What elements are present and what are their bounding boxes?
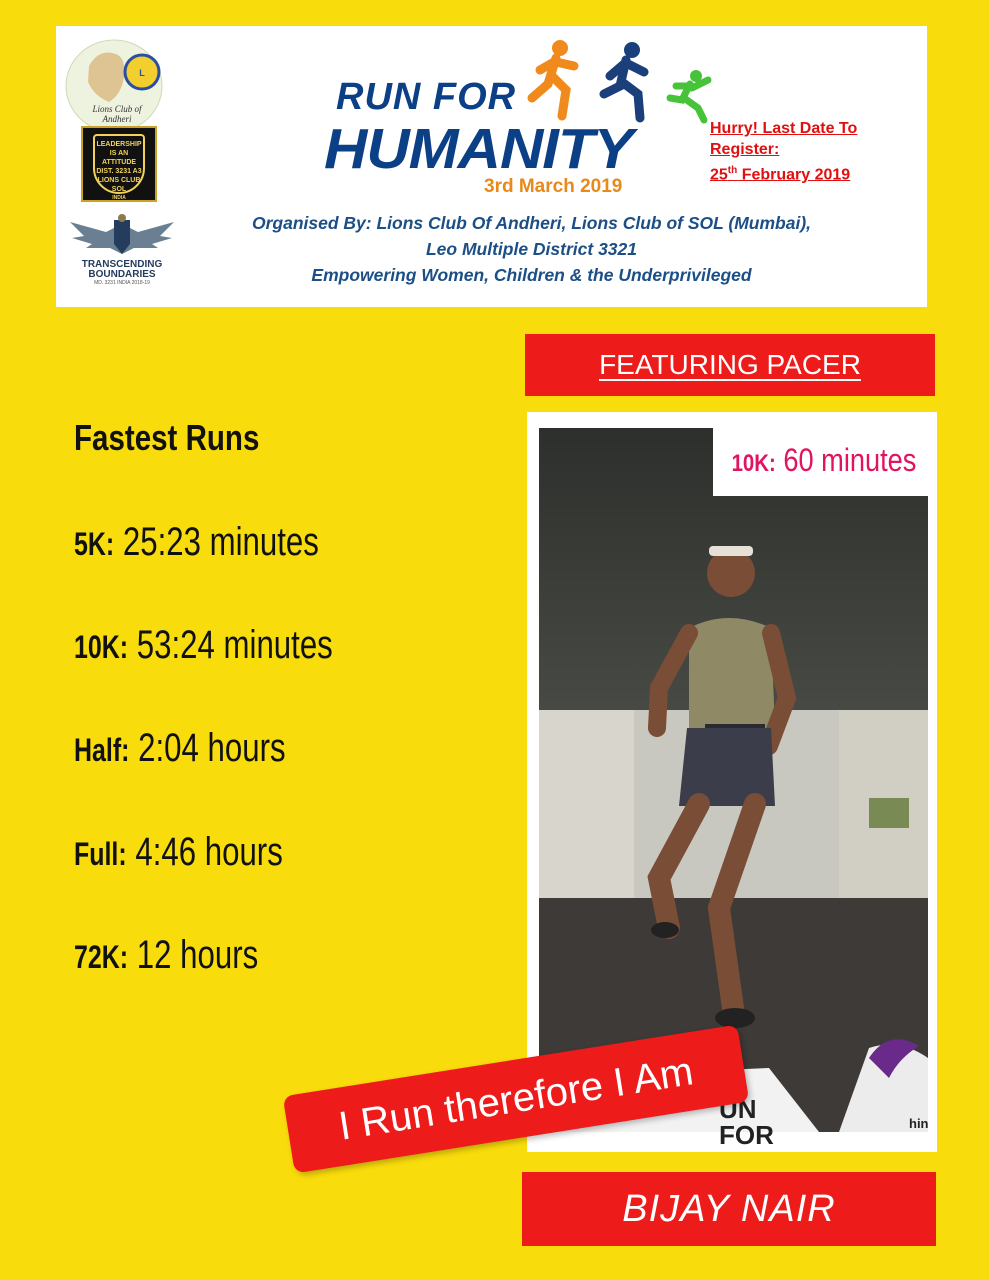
run-time: 2:04 hours (138, 726, 286, 770)
run-time: 12 hours (136, 933, 259, 977)
run-record (74, 933, 258, 978)
sol-logo-text: SOL (111, 186, 127, 193)
deadline-day: 25 (710, 166, 728, 184)
organised-by-line-1: Organised By: Lions Club Of Andheri, Lions Club of SOL (Mumbai), (251, 213, 812, 233)
tb-subtitle: MD. 3231 INDIA 2018-19 (94, 280, 150, 286)
organised-by-line-2: Leo Multiple District 3321 (425, 239, 638, 259)
banner-text: hin (909, 1116, 929, 1131)
run-distance: Full: (74, 836, 127, 872)
lions-andheri-text: Lions Club of Andheri (92, 104, 142, 124)
run-record (74, 520, 319, 565)
deadline-line-2: Register: (710, 141, 780, 158)
featuring-pacer-banner (525, 334, 935, 396)
run-time: 53:24 minutes (136, 623, 333, 667)
event-banner (56, 26, 927, 307)
sol-logo-text: LEADERSHIP (96, 141, 142, 148)
featuring-pacer-label: FEATURING PACER (599, 349, 861, 380)
svg-text:L: L (139, 68, 145, 78)
deadline-month-year: February 2019 (737, 166, 851, 184)
run-time: 25:23 minutes (122, 520, 319, 564)
title-line-2: HUMANITY (324, 116, 633, 181)
run-distance: 5K: (74, 526, 115, 562)
pacer-name-banner (522, 1172, 936, 1246)
lions-club-sol-logo (81, 126, 157, 202)
pace-distance: 10K: (731, 450, 776, 477)
pace-time: 60 minutes (775, 442, 917, 478)
banner-text: UN (719, 1094, 757, 1124)
title-line-1: RUN FOR (336, 76, 517, 118)
event-date: 3rd March 2019 (484, 176, 623, 197)
slogan-text: I Run therefore I Am (335, 1049, 697, 1149)
fastest-runs-title: Fastest Runs (74, 417, 260, 458)
run-record (74, 726, 286, 771)
sol-logo-text: LIONS CLUB (97, 177, 141, 184)
runners-icon (526, 36, 726, 126)
run-distance: 10K: (74, 629, 129, 665)
run-distance: 72K: (74, 939, 129, 975)
deadline-line-1: Hurry! Last Date To (710, 120, 858, 137)
sol-logo-text: IS AN ATTITUDE (101, 150, 137, 166)
run-time: 4:46 hours (135, 830, 283, 874)
run-record (74, 830, 283, 875)
registration-deadline (710, 118, 910, 185)
mission-line: Empowering Women, Children & the Underprivileged (311, 265, 752, 285)
sol-logo-text: DIST. 3231 A3 (96, 168, 142, 175)
pacer-name: BIJAY NAIR (622, 1188, 836, 1230)
banner-text: FOR (719, 1120, 774, 1150)
deadline-date (710, 160, 910, 185)
lions-club-andheri-logo (64, 36, 170, 136)
run-distance: Half: (74, 732, 130, 768)
pace-target (713, 428, 935, 496)
tb-name: TRANSCENDING BOUNDARIES (81, 259, 163, 280)
sol-logo-text: INDIA (112, 195, 126, 201)
deadline-suffix: th (727, 165, 738, 176)
run-record (74, 623, 333, 668)
organisers (56, 210, 927, 288)
pace-text (730, 442, 919, 479)
